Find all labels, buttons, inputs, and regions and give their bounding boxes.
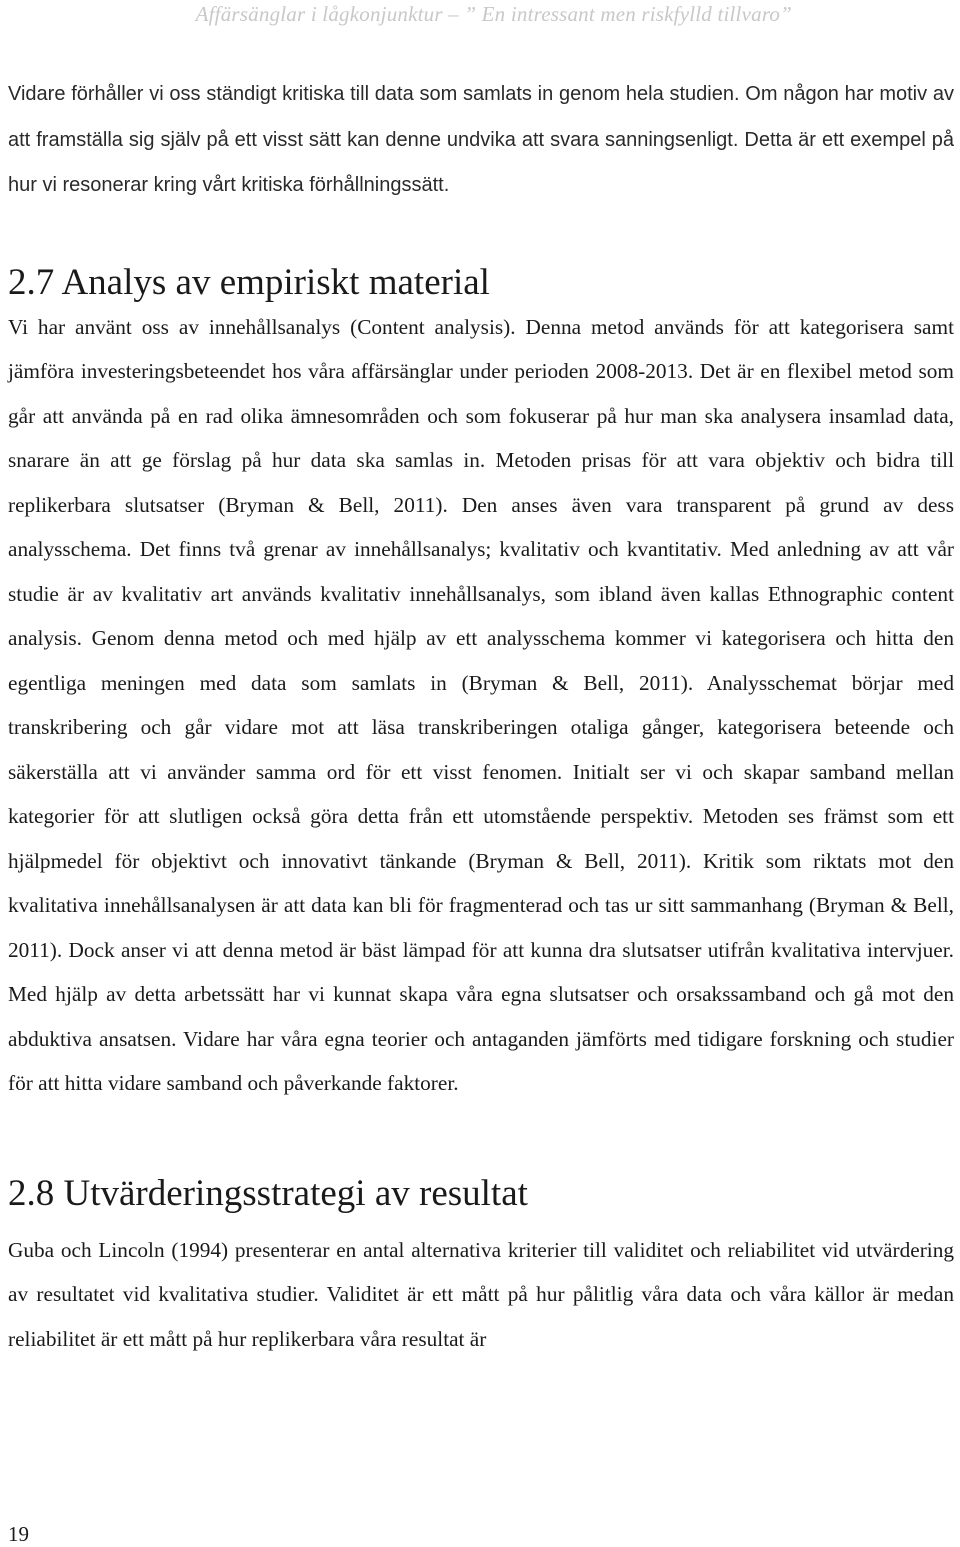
intro-paragraph: Vidare förhåller vi oss ständigt kritiska till data som samlats in genom hela studien. Om någon har motiv av att framställa sig själv på ett visst sätt kan denne undvika att svara sanningsenligt. Detta är ett exempel på hur vi resonerar kring vårt kritiska förhållningssätt. bbox=[8, 83, 954, 196]
section-2-7-paragraph: Vi har använt oss av innehållsanalys (Content analysis). Denna metod används för att kategorisera samt jämföra investeringsbeteendet hos våra affärsänglar under perioden 2008-2013. Det är en flexibel metod som går att använda på en rad olika ämnesområden och som fokuserar på hur man ska analysera insamlad data, snarare än att ge förslag på hur data ska samlas in. Metoden prisas för att vara objektiv och bidra till replikerbara slutsatser (Bryman & Bell, 2011). Den anses även vara transparent på grund av dess analysschema. Det finns två grenar av innehållsanalys; kvalitativ och kvantitativ. Med anledning av att vår studie är av kvalitativ art används kvalitativ innehållsanalys, som ibland även kallas Ethnographic content analysis. Genom denna metod och med hjälp av ett analysschema kommer vi kategorisera och hitta den egentliga meningen med data som samlats in (Bryman & Bell, 2011). Analysschemat börjar med transkribering och går vidare mot att läsa transkriberingen otaliga gånger, kategorisera beteende och säkerställa att vi använder samma ord för ett visst fenomen. Initialt ser vi och skapar samband mellan kategorier för att slutligen också göra detta från ett utomstående perspektiv. Metoden ses främst som ett hjälpmedel för objektivt och innovativt tänkande (Bryman & Bell, 2011). Kritik som riktats mot den kvalitativa innehållsanalysen är att data kan bli för fragmenterad och tas ur sitt sammanhang (Bryman & Bell, 2011). Dock anser vi att denna metod är bäst lämpad för att kunna dra slutsatser utifrån kvalitativa intervjuer. Med hjälp av detta arbetssätt har vi kunnat skapa våra egna slutsatser och orsakssamband och gå mot den abduktiva ansatsen. Vidare har våra egna teorier och antaganden jämförts med tidigare forskning och studier för att hitta vidare samband och påverkande faktorer. bbox=[8, 314, 954, 1095]
section-heading-2-7: 2.7 Analys av empiriskt material bbox=[8, 261, 490, 303]
running-header: Affärsänglar i lågkonjunktur – ” En intressant men riskfylld tillvaro” bbox=[195, 2, 792, 26]
section-2-8-paragraph: Guba och Lincoln (1994) presenterar en antal alternativa kriterier till validitet och reliabilitet vid utvärdering av resultatet vid kvalitativa studier. Validitet är ett mått på hur pålitlig våra data och våra källor är medan reliabilitet är ett mått på hur replikerbara våra resultat är bbox=[8, 1237, 954, 1351]
page-number: 19 bbox=[8, 1522, 29, 1546]
document-body bbox=[8, 72, 954, 1361]
section-heading-2-8: 2.8 Utvärderingsstrategi av resultat bbox=[8, 1172, 528, 1214]
